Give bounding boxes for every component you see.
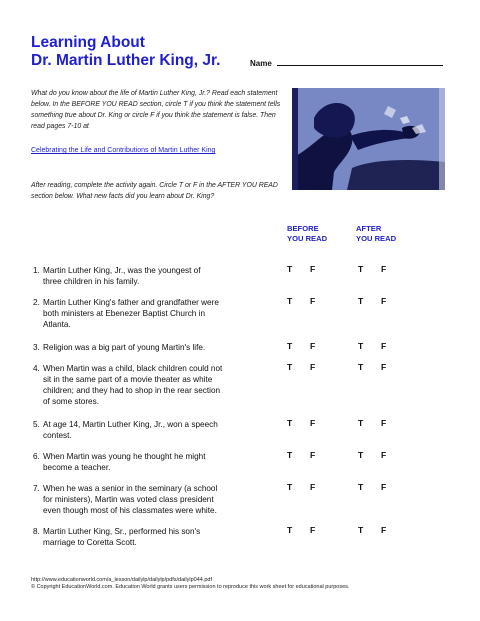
statement-text-line: Atlanta. [43,320,71,329]
statement-item [31,342,276,353]
instructions-paragraph: What do you know about the life of Martin Luther King, Jr.? Read each statement below. In the BEFORE YOU READ section, circle T if you think the statement tells something true about Dr. King or circle F if you think the statement is false. Then read pages 7-10 at [31,90,281,130]
before-true-option[interactable]: T [287,418,293,428]
statement-number: 7. [33,484,40,493]
statement-text-line: When Martin was a child, black children could not [43,364,223,373]
after-false-option[interactable]: F [381,418,387,428]
statement-number: 4. [33,364,40,373]
after-true-option[interactable]: T [358,482,364,492]
copyright-notice: © Copyright EducationWorld.com. Education World grants users permission to reproduce this work sheet for educational purposes. [31,584,350,590]
name-label: Name [250,59,272,68]
statement-text-line: marriage to Coretta Scott. [43,538,137,547]
statement-number: 3. [33,343,40,352]
statement-item [31,265,276,287]
after-true-option[interactable]: T [358,341,364,351]
statement-text-line: When he was a senior in the seminary (a school [43,484,218,493]
before-true-option[interactable]: T [287,296,293,306]
after-you-read-header [356,224,396,244]
after-false-option[interactable]: F [381,264,387,274]
after-true-option[interactable]: T [358,296,364,306]
before-false-option[interactable]: F [310,341,316,351]
name-field[interactable] [250,59,443,68]
before-true-option[interactable]: T [287,450,293,460]
source-url: http://www.educationworld.com/a_lesson/dailylp/dailylp/pdfs/dailylp044.pdf [31,577,212,583]
before-true-option[interactable]: T [287,264,293,274]
before-false-option[interactable]: F [310,482,316,492]
before-false-option[interactable]: F [310,418,316,428]
after-false-option[interactable]: F [381,450,387,460]
statement-text-line: of some stores. [43,397,99,406]
after-false-option[interactable]: F [381,362,387,372]
statement-item [31,483,276,516]
after-reading-instructions: After reading, complete the activity again. Circle T or F in the AFTER YOU READ section below. What new facts did you learn about Dr. King? [31,182,278,200]
worksheet-title [31,34,261,70]
after-false-option[interactable]: F [381,482,387,492]
photo-illustration [292,88,445,190]
statement-item [31,363,276,407]
after-true-option[interactable]: T [358,450,364,460]
statement-text-line: Martin Luther King, Jr., was the youngest of [43,266,201,275]
name-blank-line[interactable] [277,59,443,66]
statement-text-line: three children in his family. [43,277,140,286]
after-true-option[interactable]: T [358,418,364,428]
before-false-option[interactable]: F [310,296,316,306]
statement-text-line: become a teacher. [43,463,111,472]
mlk-speech-photo [292,88,445,190]
before-false-option[interactable]: F [310,264,316,274]
statement-item [31,451,276,473]
after-true-option[interactable]: T [358,264,364,274]
article-link[interactable]: Celebrating the Life and Contributions of Martin Luther King [31,147,216,154]
statement-number: 6. [33,452,40,461]
after-header-line-1: AFTER [356,224,382,233]
before-header-line-2: YOU READ [287,234,328,243]
after-false-option[interactable]: F [381,525,387,535]
statement-number: 5. [33,420,40,429]
after-false-option[interactable]: F [381,296,387,306]
after-false-option[interactable]: F [381,341,387,351]
before-false-option[interactable]: F [310,450,316,460]
statement-number: 1. [33,266,40,275]
title-line-2: Dr. Martin Luther King, Jr. [31,52,221,69]
before-true-option[interactable]: T [287,482,293,492]
before-you-read-header [287,224,327,244]
statement-item [31,419,276,441]
after-true-option[interactable]: T [358,362,364,372]
statement-text-line: children; and they had to shop in the rear section [43,386,221,395]
before-false-option[interactable]: F [310,362,316,372]
statement-item [31,526,276,548]
statement-item [31,297,276,330]
before-true-option[interactable]: T [287,362,293,372]
statement-text-line: sit in the same part of a movie theater as white [43,375,213,384]
before-true-option[interactable]: T [287,341,293,351]
statement-text-line: both ministers at Ebenezer Baptist Church in [43,309,206,318]
title-line-1: Learning About [31,34,145,51]
statement-text-line: At age 14, Martin Luther King, Jr., won a speech [43,420,218,429]
before-true-option[interactable]: T [287,525,293,535]
statement-number: 2. [33,298,40,307]
after-true-option[interactable]: T [358,525,364,535]
statement-text-line: Religion was a big part of young Martin's life. [43,343,206,352]
worksheet-footer [31,577,349,591]
statement-text-line: Martin Luther King, Sr., performed his son's [43,527,201,536]
after-header-line-2: YOU READ [356,234,397,243]
statement-text-line: even though most of his classmates were white. [43,506,217,515]
statement-number: 8. [33,527,40,536]
before-header-line-1: BEFORE [287,224,319,233]
statement-text-line: Martin Luther King's father and grandfather were [43,298,219,307]
statement-text-line: for ministers), Martin was voted class president [43,495,214,504]
statement-text-line: When Martin was young he thought he might [43,452,206,461]
statement-text-line: contest. [43,431,72,440]
before-false-option[interactable]: F [310,525,316,535]
